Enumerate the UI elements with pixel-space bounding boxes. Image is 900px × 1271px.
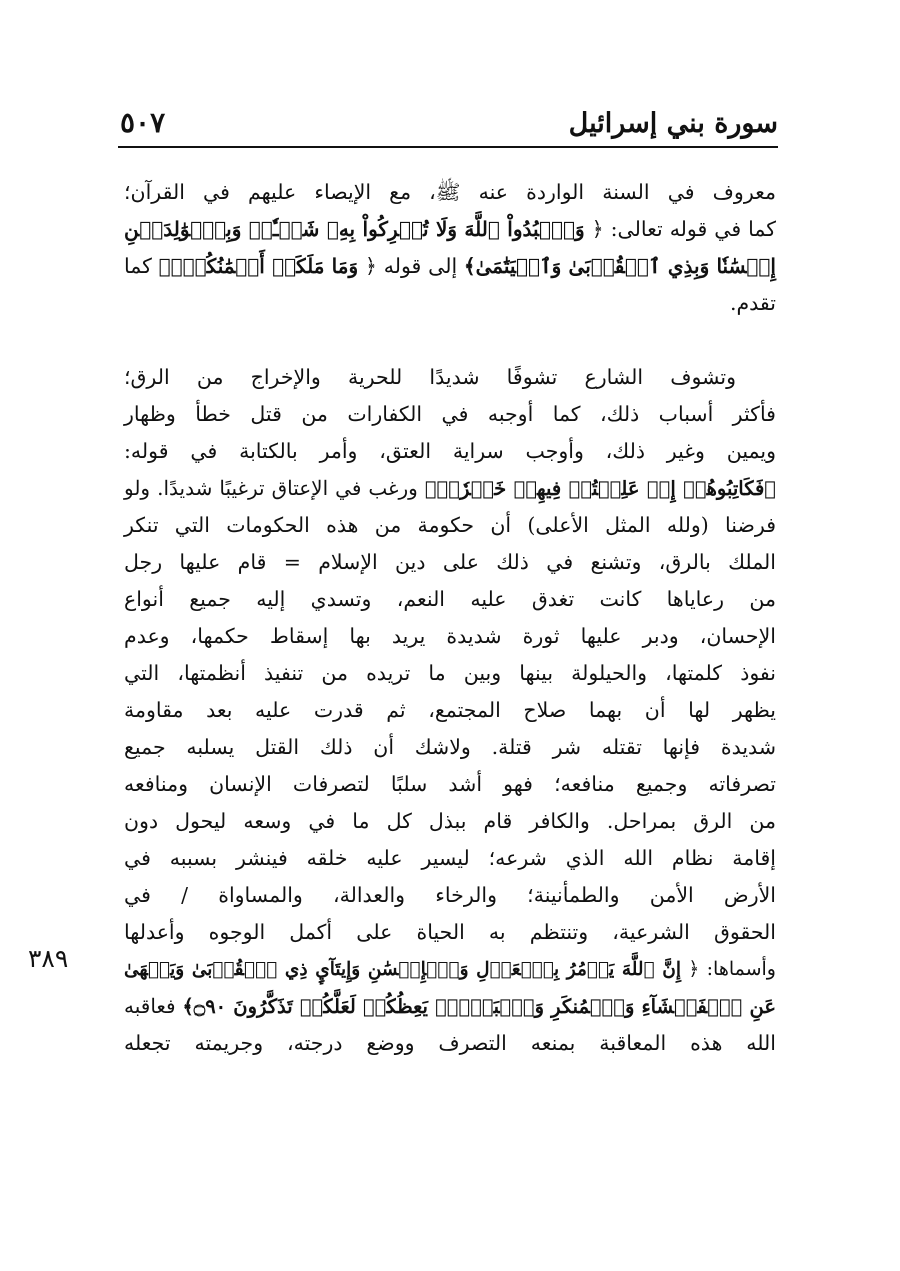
text-line: تصرفاته وجميع منافعه؛ فهو أشد سلبًا لتصرفات الإنسان ومنافعه: [124, 772, 776, 796]
paragraph-gap: [124, 322, 776, 359]
text-segment: فعاقبه: [124, 994, 176, 1018]
text-line: وتشوف الشارع تشوفًا شديدًا للحرية والإخراج من الرق؛: [124, 365, 736, 389]
text-line: ويمين وغير ذلك، وأوجب سراية العتق، وأمر بالكتابة في قوله:: [124, 439, 776, 463]
quran-verse: إِحۡسَٰنٗا وَبِذِي ٱلۡقُرۡبَىٰ وَٱلۡيَتَٰمَىٰ﴾: [463, 254, 776, 278]
text-line: فرضنا (ولله المثل الأعلى) أن حكومة من هذه الحكومات التي تنكر: [124, 513, 776, 537]
text-line: [124, 988, 776, 1025]
quran-verse: إِنَّ ٱللَّهَ يَأۡمُرُ بِٱلۡعَدۡلِ وَٱلۡإِحۡسَٰنِ وَإِيتَآيِٕ ذِي ٱلۡقُرۡبَىٰ وَيَنۡهَىٰ: [124, 959, 682, 980]
text-segment: كما: [124, 254, 152, 278]
quran-verse: ﴿فَكَاتِبُوهُمۡ إِنۡ عَلِمۡتُمۡ فِيهِمۡ خَيۡرٗاۖ﴾: [424, 477, 776, 500]
margin-page-reference: ٣٨٩: [28, 944, 69, 973]
text-line: الحقوق الشرعية، وتنتظم به الحياة على أكمل الوجوه وأعدلها: [124, 920, 776, 944]
text-line: [124, 951, 776, 988]
text-line: [124, 470, 776, 507]
text-line: [124, 211, 776, 248]
text-line: من رعاياها كانت تغدق عليه النعم، وتسدي إليه جميع أنواع: [124, 587, 776, 611]
text-line: الملك بالرق، وتشنع في ذلك على دين الإسلام = قام عليها رجل: [124, 550, 776, 574]
quran-verse: عَنِ ٱلۡفَحۡشَآءِ وَٱلۡمُنكَرِ وَٱلۡبَغۡيِۚ يَعِظُكُمۡ لَعَلَّكُمۡ تَذَكَّرُونَ ۝٩٠﴾: [182, 995, 776, 1018]
text-line: فأكثر أسباب ذلك، كما أوجبه في الكفارات من قتل خطأ وظهار: [124, 402, 776, 426]
text-line: الأرض الأمن والطمأنينة؛ والرخاء والعدالة، والمساواة / في: [124, 883, 776, 907]
text-line: شديدة فإنها تقتله شر قتلة. ولاشك أن ذلك القتل يسلبه جميع: [124, 735, 776, 759]
text-line: الإحسان، ودبر عليها ثورة شديدة يريد بها إسقاط حكمها، وعدم: [124, 624, 776, 648]
text-line: [124, 248, 776, 285]
text-line: إقامة نظام الله الذي شرعه؛ ليسير عليه خلقه فينشر بسببه في: [124, 846, 776, 870]
surah-title: سورة بني إسرائيل: [568, 108, 778, 139]
text-line: يظهر لها أن بهما صلاح المجتمع، ثم قدرت عليه بعد مقاومة: [124, 698, 776, 722]
text-segment: إلى قوله ﴿: [364, 254, 458, 278]
text-line: تقدم.: [729, 291, 776, 315]
quran-verse: وَمَا مَلَكَتۡ أَيۡمَٰنُكُمۡۗ﴾: [158, 254, 359, 278]
text-line: من الرق بمراحل. والكافر قام ببذل كل ما في وسعه ليحول دون: [124, 809, 776, 833]
body-text: [124, 174, 776, 1062]
text-line: معروف في السنة الواردة عنه ﷺ، مع الإيصاء عليهم في القرآن؛: [124, 180, 776, 204]
header-divider: [118, 146, 778, 148]
text-segment: وأسماها: ﴿: [688, 958, 776, 980]
page-number: ٥٠٧: [120, 106, 166, 139]
page-header: [118, 104, 778, 146]
text-segment: ورغب في الإعتاق ترغيبًا شديدًا. ولو: [124, 476, 418, 500]
text-line: الله هذه المعاقبة بمنعه التصرف ووضع درجته، وجريمته تجعله: [124, 1031, 776, 1055]
text-line: نفوذ كلمتها، والحيلولة بينها وبين ما تريده من تنفيذ أنظمتها، التي: [124, 661, 776, 685]
text-segment: كما في قوله تعالى: ﴿: [591, 217, 776, 241]
quran-verse: وَٱعۡبُدُواْ ٱللَّهَ وَلَا تُشۡرِكُواْ بِهِۦ شَيۡـٔٗاۖ وَبِٱلۡوَٰلِدَيۡنِ: [124, 217, 585, 241]
